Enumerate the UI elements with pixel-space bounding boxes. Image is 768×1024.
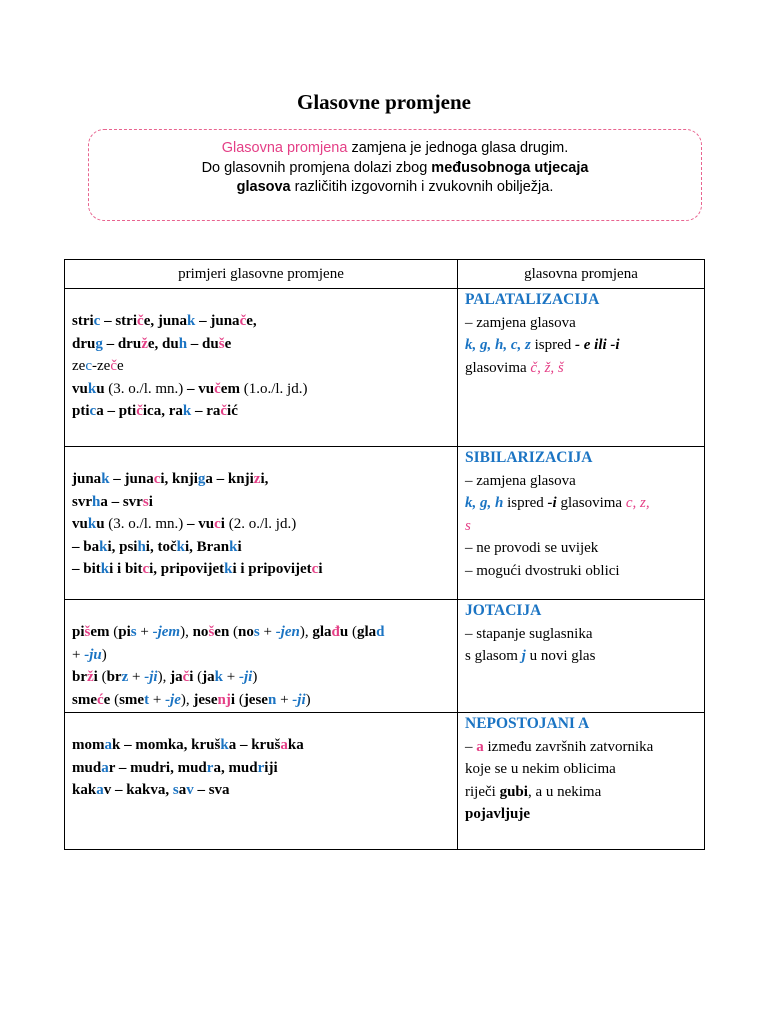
change-desc: - e ili -i xyxy=(575,337,620,353)
change-desc: s xyxy=(465,517,471,534)
change-cell xyxy=(458,600,705,713)
change-name: SIBILARIZACIJA xyxy=(465,449,593,466)
change-desc: glasovima xyxy=(556,495,626,511)
definition-bold: glasova xyxy=(236,179,291,195)
change-desc: – zamjena glasova xyxy=(465,314,576,331)
change-desc: – xyxy=(465,738,477,755)
change-name: NEPOSTOJANI A xyxy=(465,715,590,732)
change-desc: ispred xyxy=(530,337,576,353)
change-desc: j xyxy=(521,648,526,664)
change-desc: s glasom xyxy=(465,648,522,664)
change-desc: k, g, h, c, z xyxy=(465,337,531,353)
change-cell xyxy=(458,447,705,600)
table-header-row xyxy=(65,260,705,289)
change-cell xyxy=(458,289,705,447)
change-desc: , a u nekima xyxy=(527,783,602,800)
change-desc: riječi xyxy=(465,783,500,800)
change-desc: c, z, xyxy=(625,495,650,511)
table-row xyxy=(65,600,705,713)
change-desc: koje se u nekim oblicima xyxy=(465,761,616,777)
change-desc: – stapanje suglasnika xyxy=(465,625,593,642)
definition-term: Glasovna promjena xyxy=(221,140,348,156)
change-desc: gubi xyxy=(499,783,528,800)
definition-text: različitih izgovornih i zvukovnih obilježja. xyxy=(290,179,554,195)
change-desc: -i xyxy=(547,495,557,511)
change-desc: – zamjena glasova xyxy=(465,472,576,489)
change-desc: – ne provodi se uvijek xyxy=(465,540,599,556)
change-name: PALATALIZACIJA xyxy=(465,291,600,308)
change-desc: – mogući dvostruki oblici xyxy=(465,562,620,579)
examples-cell: pišem (pis + -jem), nošen (nos + -jen), glađu (glad + -ju) brži (brz + -ji), jači (jak + -ji) smeće (smet + -je), jesenji (jesen + -ji) xyxy=(65,600,458,713)
change-desc: a xyxy=(476,738,484,755)
table-row xyxy=(65,289,705,447)
change-desc: između završnih zatvornika xyxy=(483,738,654,755)
column-header: primjeri glasovne promjene xyxy=(65,260,458,289)
definition-text: Do glasovnih promjena dolazi zbog xyxy=(201,159,432,176)
column-header: glasovna promjena xyxy=(458,260,705,289)
change-desc: u novi glas xyxy=(525,648,596,664)
sound-changes-table xyxy=(64,259,705,850)
examples-cell: momak – momka, kruška – krušaka mudar – mudri, mudra, mudriji kakav – kakva, sav – sva xyxy=(65,713,458,850)
examples-cell: stric – striče, junak – junače, drug – druže, duh – duše zec-zeče vuku (3. o./l. mn.) – vučem (1.o./l. jd.) ptica – ptičica, rak – račić xyxy=(65,289,458,447)
table-row xyxy=(65,447,705,600)
definition-bold: međusobnoga utjecaja xyxy=(431,159,589,176)
change-name: JOTACIJA xyxy=(465,602,542,619)
change-desc: glasovima xyxy=(465,359,531,376)
page-title: Glasovne promjene xyxy=(296,90,472,114)
examples-cell: junak – junaci, knjiga – knjizi, svrha – svrsi vuku (3. o./l. mn.) – vuci (2. o./l. jd.) – baki, psihi, točki, Branki – bitki i bitci, pripovijetki i pripovijetci xyxy=(65,447,458,600)
change-desc: č, ž, š xyxy=(530,359,564,376)
table-row xyxy=(65,713,705,850)
change-desc: k, g, h xyxy=(465,495,504,511)
definition-box xyxy=(88,129,702,221)
change-desc: pojavljuje xyxy=(465,806,530,822)
definition-text: zamjena je jednoga glasa drugim. xyxy=(347,140,569,156)
change-cell xyxy=(458,713,705,850)
change-desc: ispred xyxy=(503,495,548,511)
